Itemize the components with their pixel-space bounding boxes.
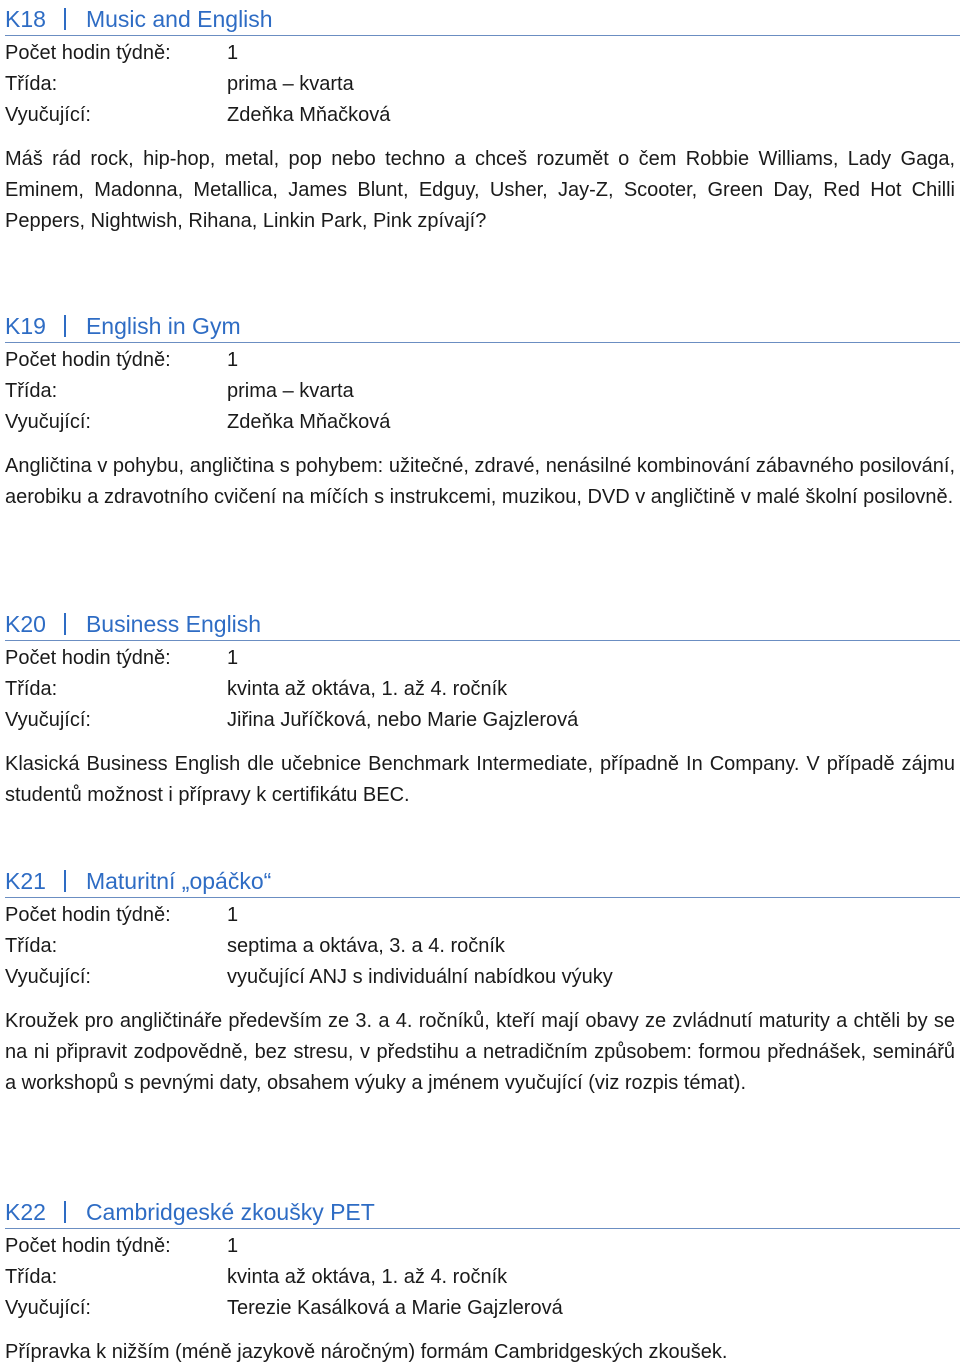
course-title: Business English	[85, 611, 262, 637]
course-title: English in Gym	[85, 313, 241, 339]
course-heading	[5, 607, 960, 641]
hours-value: 1	[227, 904, 239, 926]
course-description: Přípravka k nižším (méně jazykově náročným) formám Cambridgeských zkoušek.	[5, 1341, 728, 1363]
heading-separator	[64, 1201, 66, 1223]
hours-value: 1	[227, 42, 239, 64]
teacher-value: vyučující ANJ s individuální nabídkou výuky	[227, 966, 613, 988]
course-title: Maturitní „opáčko“	[85, 868, 272, 894]
hours-label: Počet hodin týdně:	[5, 42, 171, 64]
teacher-label: Vyučující:	[5, 1297, 91, 1319]
teacher-row	[5, 705, 960, 736]
course-heading	[5, 309, 960, 343]
teacher-label: Vyučující:	[5, 966, 91, 988]
class-label: Třída:	[5, 380, 58, 402]
course-code: K18	[5, 6, 46, 32]
teacher-value: Zdeňka Mňačková	[227, 411, 391, 433]
class-label: Třída:	[5, 73, 58, 95]
course-k20	[5, 607, 960, 811]
class-label: Třída:	[5, 1266, 58, 1288]
teacher-label: Vyučující:	[5, 411, 91, 433]
hours-row	[5, 38, 960, 69]
course-k22	[5, 1195, 960, 1368]
class-row	[5, 69, 960, 100]
course-k18	[5, 2, 960, 237]
course-code: K19	[5, 313, 46, 339]
hours-row	[5, 900, 960, 931]
teacher-row	[5, 100, 960, 131]
class-value: septima a oktáva, 3. a 4. ročník	[227, 935, 505, 957]
course-k21	[5, 864, 960, 1099]
course-heading	[5, 864, 960, 898]
course-heading	[5, 1195, 960, 1229]
hours-row	[5, 643, 960, 674]
course-k19	[5, 309, 960, 513]
hours-label: Počet hodin týdně:	[5, 349, 171, 371]
heading-separator	[64, 870, 66, 892]
class-value: prima – kvarta	[227, 73, 354, 95]
heading-separator	[64, 8, 66, 30]
teacher-row	[5, 1293, 960, 1324]
hours-row	[5, 345, 960, 376]
teacher-label: Vyučující:	[5, 104, 91, 126]
class-row	[5, 674, 960, 705]
course-title: Music and English	[85, 6, 273, 32]
teacher-row	[5, 962, 960, 993]
class-row	[5, 376, 960, 407]
course-code: K22	[5, 1199, 46, 1225]
hours-label: Počet hodin týdně:	[5, 647, 171, 669]
class-label: Třída:	[5, 678, 58, 700]
class-row	[5, 931, 960, 962]
course-description: Kroužek pro angličtináře především ze 3. a 4. ročníků, kteří mají obavy ze zvládnutí maturity a chtěli by se na ni připravit zodpovědně, bez stresu, v předstihu a netradičním způsobem: formou přednášek, seminářů a workshopů s pevnými daty, obsahem výuky a jménem vyučující (viz rozpis témat).	[5, 1010, 955, 1094]
heading-separator	[64, 315, 66, 337]
course-title: Cambridgeské zkoušky PET	[85, 1199, 375, 1225]
teacher-row	[5, 407, 960, 438]
class-label: Třída:	[5, 935, 58, 957]
hours-value: 1	[227, 349, 239, 371]
hours-label: Počet hodin týdně:	[5, 904, 171, 926]
course-code: K20	[5, 611, 46, 637]
course-description: Máš rád rock, hip-hop, metal, pop nebo techno a chceš rozumět o čem Robbie Williams, Lady Gaga, Eminem, Madonna, Metallica, James Blunt, Edguy, Usher, Jay-Z, Scooter, Green Day, Red Hot Chilli Peppers, Nightwish, Rihana, Linkin Park, Pink zpívají?	[5, 148, 955, 232]
class-row	[5, 1262, 960, 1293]
course-heading	[5, 2, 960, 36]
heading-separator	[64, 613, 66, 635]
hours-value: 1	[227, 1235, 239, 1257]
teacher-value: Terezie Kasálková a Marie Gajzlerová	[227, 1297, 563, 1319]
class-value: kvinta až oktáva, 1. až 4. ročník	[227, 678, 508, 700]
class-value: prima – kvarta	[227, 380, 354, 402]
teacher-value: Jiřina Juříčková, nebo Marie Gajzlerová	[227, 709, 579, 731]
hours-label: Počet hodin týdně:	[5, 1235, 171, 1257]
course-description: Angličtina v pohybu, angličtina s pohybem: užitečné, zdravé, nenásilné kombinování zábavného posilování, aerobiku a zdravotního cvičení na míčích s instrukcemi, muzikou, DVD v angličtině v malé školní posilovně.	[5, 455, 955, 508]
teacher-value: Zdeňka Mňačková	[227, 104, 391, 126]
course-description: Klasická Business English dle učebnice Benchmark Intermediate, případně In Company. V případě zájmu studentů možnost i přípravy k certifikátu BEC.	[5, 753, 955, 806]
hours-value: 1	[227, 647, 239, 669]
hours-row	[5, 1231, 960, 1262]
teacher-label: Vyučující:	[5, 709, 91, 731]
class-value: kvinta až oktáva, 1. až 4. ročník	[227, 1266, 508, 1288]
course-code: K21	[5, 868, 46, 894]
